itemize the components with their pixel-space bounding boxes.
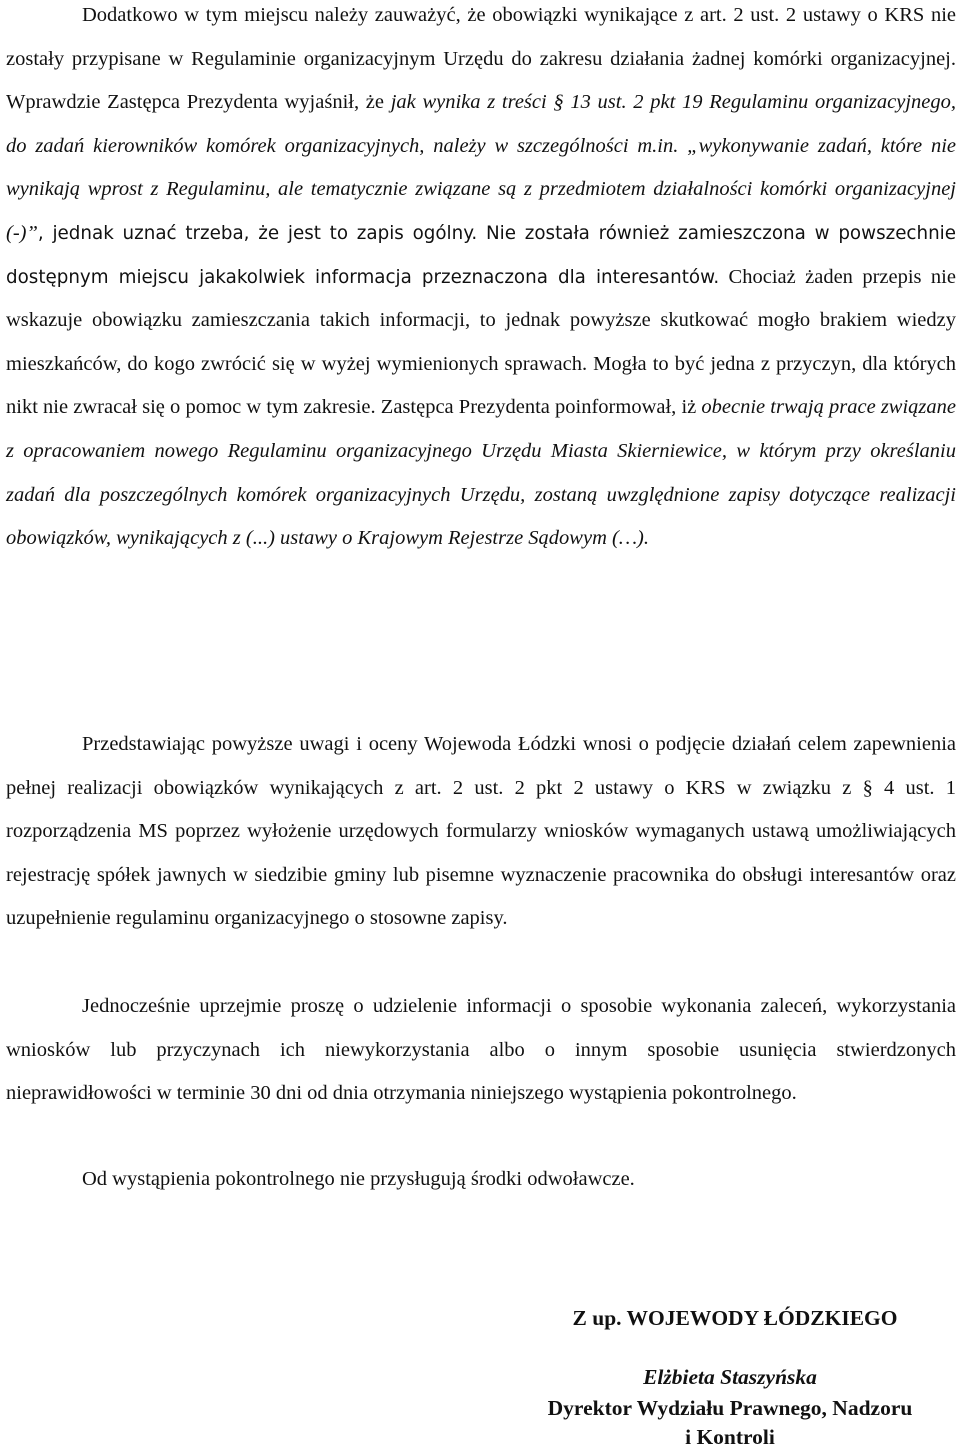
- paragraph4-text: Od wystąpienia pokontrolnego nie przysługują środki odwoławcze.: [82, 1168, 635, 1190]
- signature-name: Elżbieta Staszyńska: [643, 1365, 817, 1389]
- paragraph-recommendations: [6, 723, 956, 941]
- signature-position-line2: i Kontroli: [685, 1425, 775, 1449]
- paragraph-krs-obligations: [6, 0, 956, 561]
- paragraph1-part1: Dodatkowo w tym miejscu należy zauważyć, że obowiązki wynikające z art. 2 ust. 2 ustawy o KRS nie zostały przypisane w Regulaminie organizacyjnym Urzędu do zakresu działania żadnej komórki organizacyjnej. Wprawdzie Zastępca Prezydenta wyjaśnił, że: [6, 4, 956, 114]
- paragraph3-text: Jednocześnie uprzejmie proszę o udzielenie informacji o sposobie wykonania zaleceń, wykorzystania wniosków lub przyczynach ich niewykorzystania albo o innym sposobie usunięcia stwierdzonych nieprawidłowości w terminie 30 dni od dnia otrzymania niniejszego wystąpienia pokontrolnego.: [6, 995, 956, 1105]
- paragraph1-quote-regulation: jak wynika z treści § 13 ust. 2 pkt 19 Regulaminu organizacyjnego, do zadań kierowników komórek organizacyjnych, należy w szczególności m.in. „wykonywanie zadań, które nie wynikają wprost z Regulaminu, ale tematycznie związane są z przedmiotem działalności komórki organizacyjnej (-)”: [6, 91, 956, 244]
- signature-position-line1: Dyrektor Wydziału Prawnego, Nadzoru: [547, 1396, 913, 1420]
- paragraph1-quote-new-regulation: obecnie trwają prace związane z opracowaniem nowego Regulaminu organizacyjnego Urzędu Miasta Skierniewice, w którym przy określaniu zadań dla poszczególnych komórek organizacyjnych Urzędu, zostaną uwzględnione zapisy dotyczące realizacji obowiązków, wynikających z (...) ustawy o Krajowym Rejestrze Sądowym (…).: [6, 396, 956, 550]
- paragraph1-part4: Chociaż żaden przepis nie wskazuje obowiązku zamieszczania takich informacji, to jednak powyższe skutkować mogło brakiem wiedzy mieszkańców, do kogo zwrócić się w wyżej wymienionych sprawach. Mogła to być jedna z przyczyn, dla których nikt nie zwracał się o pomoc w tym zakresie. Zastępca Prezydenta poinformował, iż: [6, 265, 956, 419]
- paragraph1-part3: , jednak uznać trzeba, że jest to zapis ogólny. Nie została również zamieszczona w powszechnie dostępnym miejscu jakakolwiek informacja przeznaczona dla interesantów.: [6, 222, 956, 288]
- paragraph-information-request: [6, 985, 956, 1116]
- signature-on-behalf: Z up. WOJEWODY ŁÓDZKIEGO: [572, 1306, 898, 1330]
- paragraph2-text: Przedstawiając powyższe uwagi i oceny Wojewoda Łódzki wnosi o podjęcie działań celem zapewnienia pełnej realizacji obowiązków wynikających z art. 2 ust. 2 pkt 2 ustawy o KRS w związku z § 4 ust. 1 rozporządzenia MS poprzez wyłożenie urzędowych formularzy wniosków wymaganych ustawą umożliwiających rejestrację spółek jawnych w siedzibie gminy lub pisemne wyznaczenie pracownika do obsługi interesantów oraz uzupełnienie regulaminu organizacyjnego o stosowne zapisy.: [6, 733, 956, 930]
- paragraph-no-appeal: [6, 1158, 956, 1202]
